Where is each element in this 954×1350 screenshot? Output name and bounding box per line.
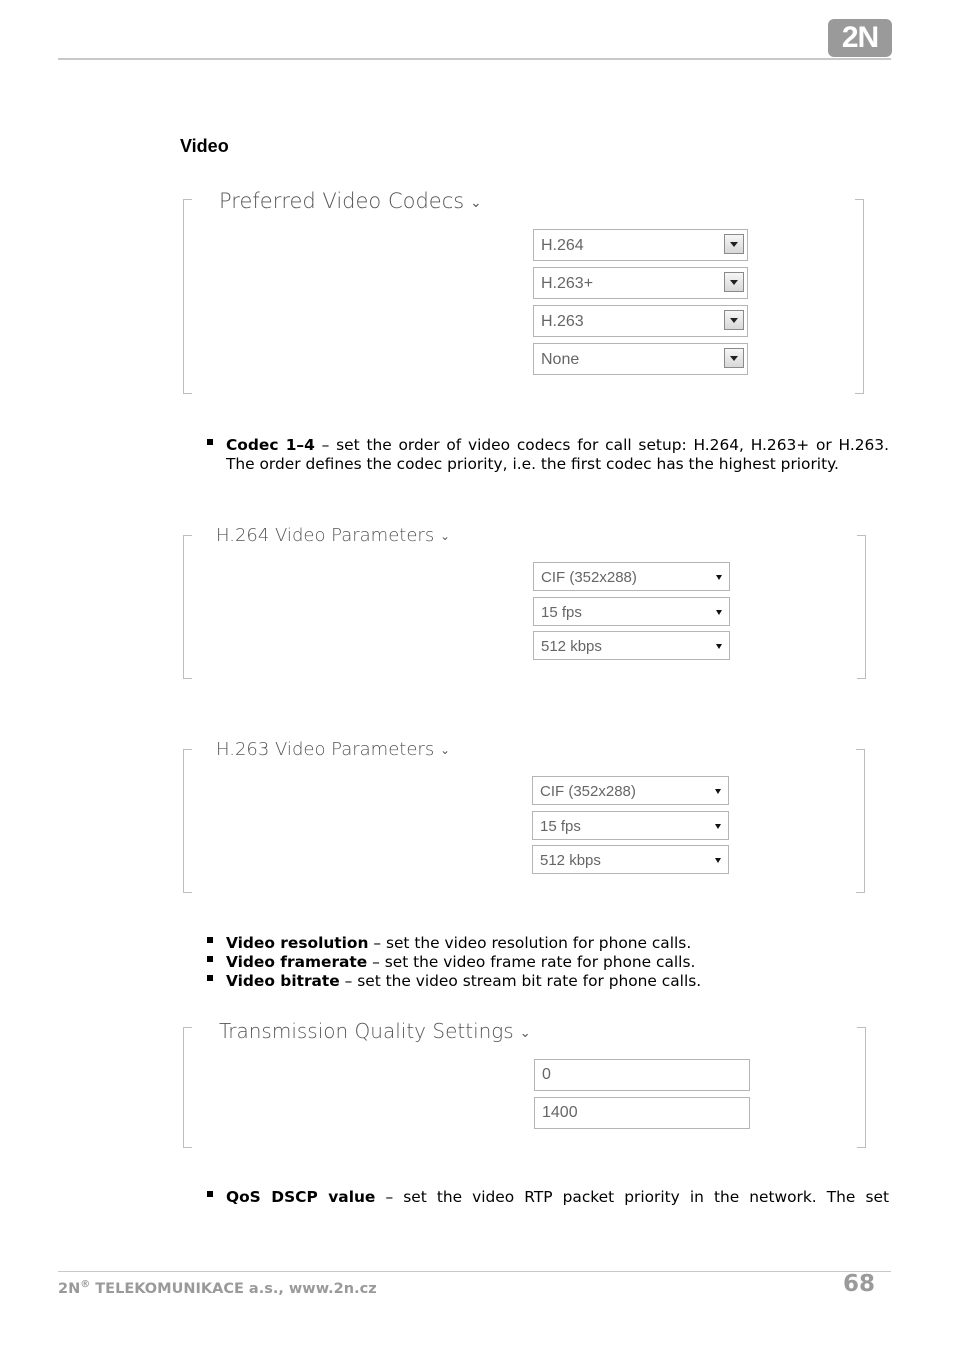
panel-title-text: H.263 Video Parameters	[216, 739, 435, 760]
bullet-term: QoS DSCP value	[226, 1188, 376, 1206]
panel-title-h263[interactable]	[216, 739, 450, 760]
video-resolution-bullet	[207, 934, 889, 953]
h263-bitrate-select[interactable]	[532, 845, 729, 874]
qos-dscp-value: 0	[542, 1066, 551, 1083]
panel-title-transmission[interactable]	[219, 1019, 531, 1043]
panel-bracket-left	[183, 535, 192, 679]
bullet-text: – set the video frame rate for phone calls.	[367, 953, 696, 971]
codec-description-bullet	[207, 436, 889, 474]
qos-dscp-input[interactable]	[534, 1059, 750, 1091]
dropdown-arrow-icon[interactable]	[715, 858, 721, 863]
dropdown-arrow-icon[interactable]	[715, 824, 721, 829]
panel-title-text: Transmission Quality Settings	[219, 1019, 514, 1043]
h263-bitrate-value: 512 kbps	[540, 852, 601, 869]
footer-company	[58, 1279, 377, 1297]
footer-company-name: TELEKOMUNIKACE a.s., www.2n.cz	[90, 1280, 377, 1297]
h263-framerate-select[interactable]	[532, 811, 729, 840]
panel-title-h264[interactable]	[216, 525, 450, 546]
dropdown-arrow-icon[interactable]	[724, 234, 744, 254]
bullet-text: – set the video RTP packet priority in the network. The set	[375, 1188, 889, 1206]
panel-bracket-right	[857, 535, 866, 679]
bullet-term: Video framerate	[226, 953, 368, 971]
qos-description-bullet	[207, 1188, 889, 1207]
chevron-down-icon: ⌄	[470, 195, 482, 211]
codec-2-select[interactable]	[533, 267, 748, 299]
h263-framerate-value: 15 fps	[540, 818, 581, 835]
panel-title-text: Preferred Video Codecs	[219, 189, 465, 213]
bullet-text: – set the video resolution for phone calls.	[368, 934, 692, 952]
bullet-square-icon	[207, 956, 213, 962]
codec-4-select[interactable]	[533, 343, 748, 375]
panel-title-text: H.264 Video Parameters	[216, 525, 435, 546]
panel-bracket-left	[183, 749, 192, 893]
h264-resolution-value: CIF (352x288)	[541, 569, 637, 586]
codec-3-select[interactable]	[533, 305, 748, 337]
bullet-square-icon	[207, 975, 213, 981]
bullet-text: – set the order of video codecs for call setup: H.264, H.263+ or H.263. The order defines the codec priority, i.e. the first codec has the highest priority.	[226, 436, 889, 473]
codec-1-select[interactable]	[533, 229, 748, 261]
max-packet-size-input[interactable]	[534, 1097, 750, 1129]
h264-resolution-select[interactable]	[533, 562, 730, 591]
bullet-square-icon	[207, 937, 213, 943]
dropdown-arrow-icon[interactable]	[716, 575, 722, 580]
section-title: Video	[180, 136, 229, 156]
codec-1-value: H.264	[541, 237, 584, 254]
page-number: 68	[842, 1271, 875, 1297]
h264-bitrate-select[interactable]	[533, 631, 730, 660]
bullet-term: Codec 1–4	[226, 436, 315, 454]
dropdown-arrow-icon[interactable]	[724, 348, 744, 368]
h264-framerate-value: 15 fps	[541, 604, 582, 621]
chevron-down-icon: ⌄	[519, 1026, 531, 1041]
panel-title-preferred-codecs[interactable]	[219, 189, 482, 213]
h264-framerate-select[interactable]	[533, 597, 730, 626]
bullet-term: Video resolution	[226, 934, 369, 952]
panel-bracket-left	[183, 199, 192, 394]
footer-brand: 2N	[58, 1280, 81, 1297]
max-packet-size-value: 1400	[542, 1104, 578, 1121]
dropdown-arrow-icon[interactable]	[716, 644, 722, 649]
bullet-square-icon	[207, 439, 213, 445]
dropdown-arrow-icon[interactable]	[724, 272, 744, 292]
company-logo: 2N	[828, 19, 892, 57]
bullet-term: Video bitrate	[226, 972, 340, 990]
h264-bitrate-value: 512 kbps	[541, 638, 602, 655]
h263-resolution-value: CIF (352x288)	[540, 783, 636, 800]
h263-resolution-select[interactable]	[532, 776, 729, 805]
header-divider	[58, 58, 891, 60]
bullet-text: – set the video stream bit rate for phone calls.	[339, 972, 702, 990]
dropdown-arrow-icon[interactable]	[716, 610, 722, 615]
panel-bracket-left	[183, 1027, 192, 1148]
dropdown-arrow-icon[interactable]	[715, 789, 721, 794]
codec-4-value: None	[541, 351, 580, 368]
panel-bracket-right	[857, 1027, 866, 1148]
footer-divider	[58, 1271, 891, 1272]
chevron-down-icon: ⌄	[440, 529, 450, 543]
codec-3-value: H.263	[541, 313, 584, 330]
video-bitrate-bullet	[207, 972, 889, 991]
video-framerate-bullet	[207, 953, 889, 972]
bullet-square-icon	[207, 1191, 213, 1197]
dropdown-arrow-icon[interactable]	[724, 310, 744, 330]
chevron-down-icon: ⌄	[440, 743, 450, 757]
panel-bracket-right	[855, 199, 864, 394]
codec-2-value: H.263+	[541, 275, 594, 292]
registered-mark: ®	[80, 1279, 91, 1290]
panel-bracket-right	[856, 749, 865, 893]
